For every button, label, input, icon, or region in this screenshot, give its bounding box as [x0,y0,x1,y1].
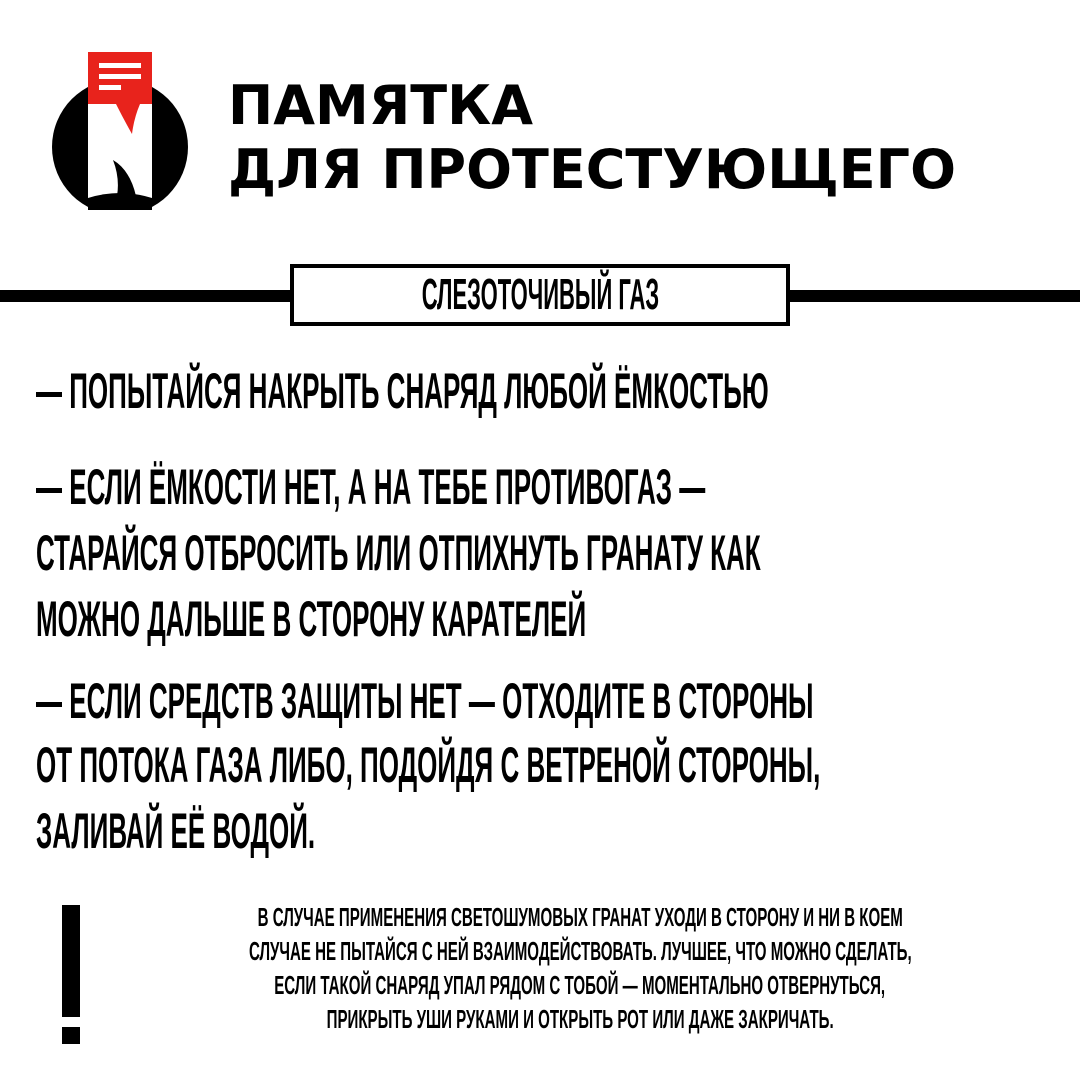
divider-right [788,290,1080,302]
tip-1: — ПОПЫТАЙСЯ НАКРЫТЬ СНАРЯД ЛЮБОЙ ЁМКОСТЬЮ [36,363,769,419]
warning-line-1: В СЛУЧАЕ ПРИМЕНЕНИЯ СВЕТОШУМОВЫХ ГРАНАТ УХОДИ В СТОРОНУ И НИ В КОЕМ [257,902,903,932]
title-line-1: ПАМЯТКА [228,74,534,137]
warning-line-2: СЛУЧАЕ НЕ ПЫТАЙСЯ С НЕЙ ВЗАИМОДЕЙСТВОВАТЬ. ЛУЧШЕЕ, ЧТО МОЖНО СДЕЛАТЬ, [248,936,912,966]
warning-note [100,900,1060,1036]
page-title [228,74,956,202]
section-banner [290,264,790,326]
tip-2-line-2: СТАРАЙСЯ ОТБРОСИТЬ ИЛИ ОТПИХНУТЬ ГРАНАТУ КАК [36,525,761,581]
warning-line-3: ЕСЛИ ТАКОЙ СНАРЯД УПАЛ РЯДОМ С ТОБОЙ — МОМЕНТАЛЬНО ОТВЕРНУТЬСЯ, [274,970,886,1000]
exclamation-icon [62,905,80,1017]
tip-3-line-3: ЗАЛИВАЙ ЕЁ ВОДОЙ. [36,803,316,859]
logo-icon [50,50,190,210]
section-title: СЛЕЗОТОЧИВЫЙ ГАЗ [421,270,659,319]
exclamation-dot-icon [62,1027,80,1044]
tip-2-line-3: МОЖНО ДАЛЬШЕ В СТОРОНУ КАРАТЕЛЕЙ [36,591,587,647]
title-line-2: ДЛЯ ПРОТЕСТУЮЩЕГО [228,138,956,201]
divider-left [0,290,292,302]
tip-3-line-2: ОТ ПОТОКА ГАЗА ЛИБО, ПОДОЙДЯ С ВЕТРЕНОЙ СТОРОНЫ, [36,737,821,793]
tip-3-line-1: — ЕСЛИ СРЕДСТВ ЗАЩИТЫ НЕТ — ОТХОДИТЕ В СТОРОНЫ [36,673,814,729]
warning-line-4: ПРИКРЫТЬ УШИ РУКАМИ И ОТКРЫТЬ РОТ ИЛИ ДАЖЕ ЗАКРИЧАТЬ. [326,1004,834,1034]
tip-2-line-1: — ЕСЛИ ЁМКОСТИ НЕТ, А НА ТЕБЕ ПРОТИВОГАЗ — [36,459,706,515]
